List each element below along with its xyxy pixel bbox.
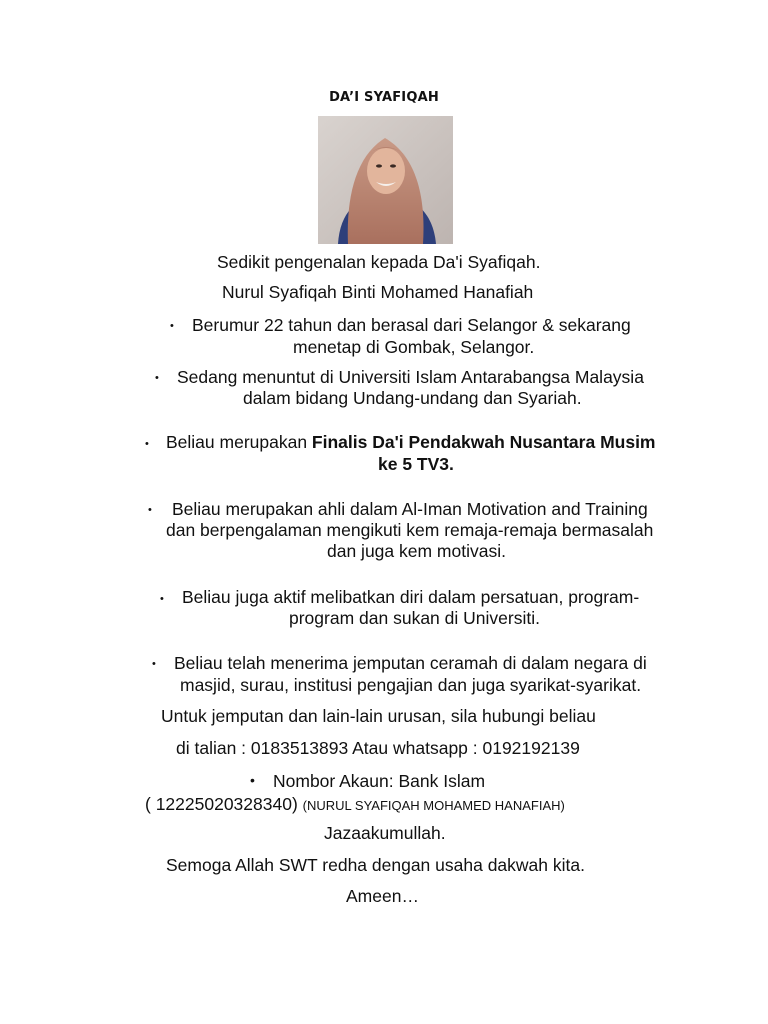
- contact-phone: di talian : 0183513893 Atau whatsapp : 0192192139: [176, 738, 580, 758]
- bullet-3-prefix: Beliau merupakan: [166, 432, 312, 452]
- bullet-5-line-2: program dan sukan di Universiti.: [289, 608, 540, 628]
- bullet-6-line-1: Beliau telah menerima jemputan ceramah di dalam negara di: [174, 653, 647, 673]
- bullet-icon: •: [145, 438, 149, 450]
- bullet-5-line-1: Beliau juga aktif melibatkan diri dalam persatuan, program-: [182, 587, 640, 607]
- bullet-4-line-3: dan juga kem motivasi.: [327, 541, 506, 561]
- bullet-3-line-1: [166, 432, 656, 453]
- bullet-icon: •: [160, 593, 164, 605]
- bullet-3-line-2: ke 5 TV3.: [378, 454, 454, 474]
- bullet-2-line-2: dalam bidang Undang-undang dan Syariah.: [243, 388, 582, 408]
- bullet-1-line-2: menetap di Gombak, Selangor.: [293, 337, 535, 357]
- bullet-icon: •: [170, 320, 174, 332]
- closing-ameen: Ameen…: [346, 886, 419, 906]
- page-title: DA’I SYAFIQAH: [329, 90, 439, 105]
- contact-line-1: Untuk jemputan dan lain-lain urusan, sila hubungi beliau: [161, 706, 596, 726]
- bullet-4-line-2: dan berpengalaman mengikuti kem remaja-remaja bermasalah: [166, 520, 654, 540]
- closing-prayer: Semoga Allah SWT redha dengan usaha dakwah kita.: [166, 855, 585, 875]
- bullet-icon: •: [250, 772, 255, 788]
- account-line: [145, 794, 565, 816]
- account-label: Nombor Akaun: Bank Islam: [273, 771, 486, 791]
- bullet-icon: •: [155, 372, 159, 384]
- profile-photo: [318, 116, 453, 244]
- closing-thanks: Jazaakumullah.: [324, 823, 446, 843]
- bullet-icon: •: [152, 658, 156, 670]
- bullet-4-line-1: Beliau merupakan ahli dalam Al-Iman Motivation and Training: [172, 499, 648, 519]
- bullet-1-line-1: Berumur 22 tahun dan berasal dari Selangor & sekarang: [192, 315, 631, 335]
- account-number: ( 12225020328340): [145, 794, 298, 814]
- bullet-6-line-2: masjid, surau, institusi pengajian dan juga syarikat-syarikat.: [180, 675, 642, 695]
- intro-text: Sedikit pengenalan kepada Da'i Syafiqah.: [217, 252, 541, 272]
- bullet-icon: •: [148, 504, 152, 516]
- bullet-2-line-1: Sedang menuntut di Universiti Islam Antarabangsa Malaysia: [177, 367, 644, 387]
- account-holder-name: (NURUL SYAFIQAH MOHAMED HANAFIAH): [302, 798, 565, 813]
- full-name: Nurul Syafiqah Binti Mohamed Hanafiah: [222, 282, 534, 302]
- bullet-3-bold: Finalis Da'i Pendakwah Nusantara Musim: [311, 432, 656, 452]
